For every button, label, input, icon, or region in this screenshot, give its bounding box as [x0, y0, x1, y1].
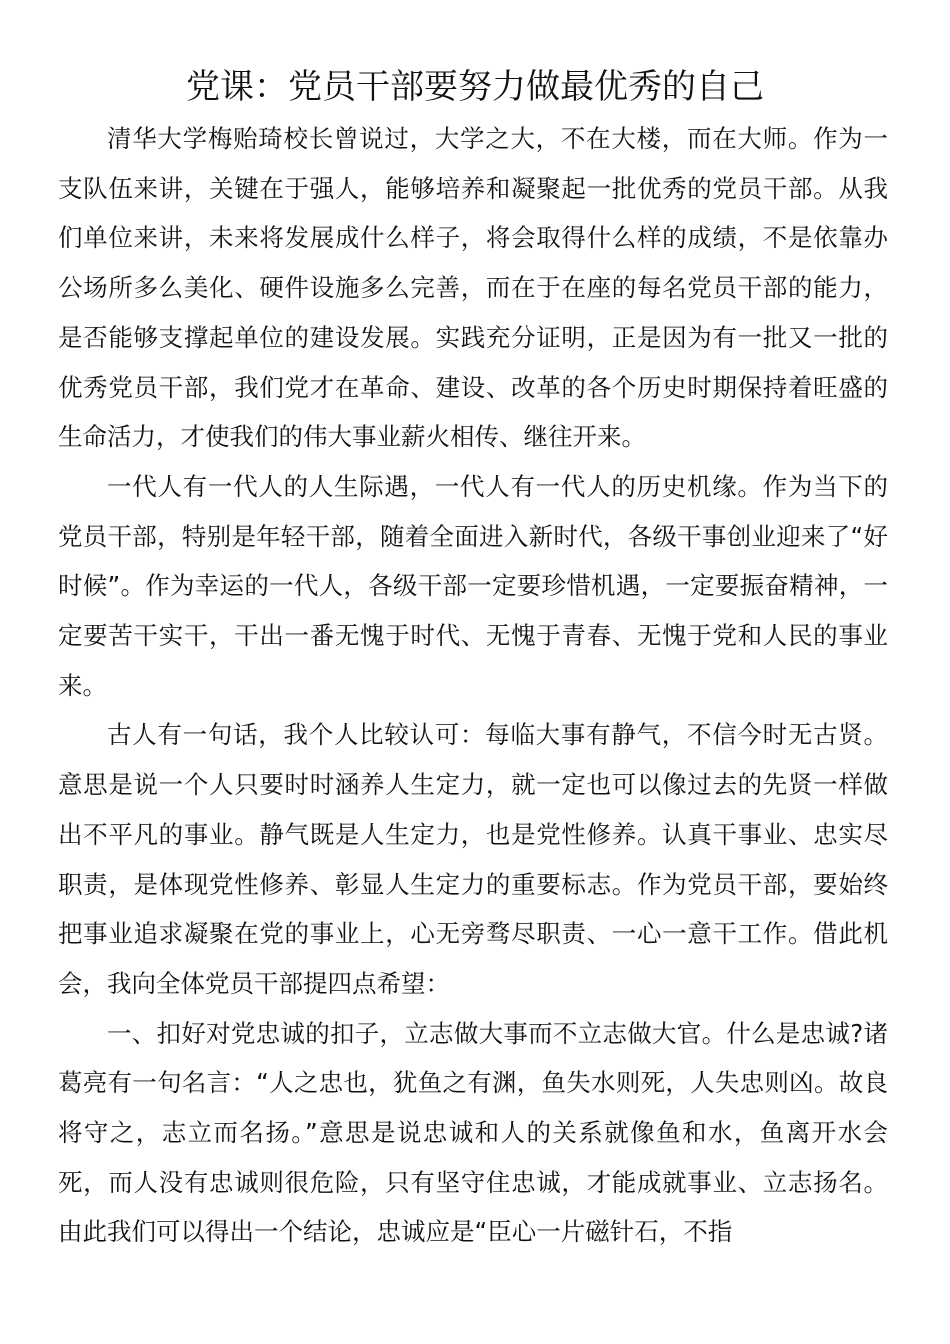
document-title: 党课：党员干部要努力做最优秀的自己 — [186, 67, 764, 107]
paragraph-4: 一、扣好对党忠诚的扣子，立志做大事而不立志做大官。什么是忠诚?诸葛亮有一句名言：“人之忠也，犹鱼之有渊，鱼失水则死，人失忠则凶。故良将守之，志立而名扬。”意思是说忠诚和人的关系就像鱼和水，鱼离开水会死，而人没有忠诚则很危险，只有坚守住忠诚，才能成就事业、立志扬名。由此我们可以得出一个结论，忠诚应是“臣心一片磁针石，不指 — [58, 1018, 888, 1247]
paragraph-1: 清华大学梅贻琦校长曾说过，大学之大，不在大楼，而在大师。作为一支队伍来讲，关键在于强人，能够培养和凝聚起一批优秀的党员干部。从我们单位来讲，未来将发展成什么样子，将会取得什么样的成绩，不是依靠办公场所多么美化、硬件设施多么完善，而在于在座的每名党员干部的能力，是否能够支撑起单位的建设发展。实践充分证明，正是因为有一批又一批的优秀党员干部，我们党才在革命、建设、改革的各个历史时期保持着旺盛的生命活力，才使我们的伟大事业薪火相传、继往开来。 — [58, 124, 888, 452]
document-body — [58, 114, 888, 1257]
paragraph-2: 一代人有一代人的人生际遇，一代人有一代人的历史机缘。作为当下的党员干部，特别是年轻干部，随着全面进入新时代，各级干事创业迎来了“好时候”。作为幸运的一代人，各级干部一定要珍惜机遇，一定要振奋精神，一定要苦干实干，干出一番无愧于时代、无愧于青春、无愧于党和人民的事业来。 — [58, 471, 888, 700]
paragraph-3: 古人有一句话，我个人比较认可：每临大事有静气，不信今时无古贤。意思是说一个人只要时时涵养人生定力，就一定也可以像过去的先贤一样做出不平凡的事业。静气既是人生定力，也是党性修养。认真干事业、忠实尽职责，是体现党性修养、彰显人生定力的重要标志。作为党员干部，要始终把事业追求凝聚在党的事业上，心无旁骛尽职责、一心一意干工作。借此机会，我向全体党员干部提四点希望： — [58, 720, 888, 998]
